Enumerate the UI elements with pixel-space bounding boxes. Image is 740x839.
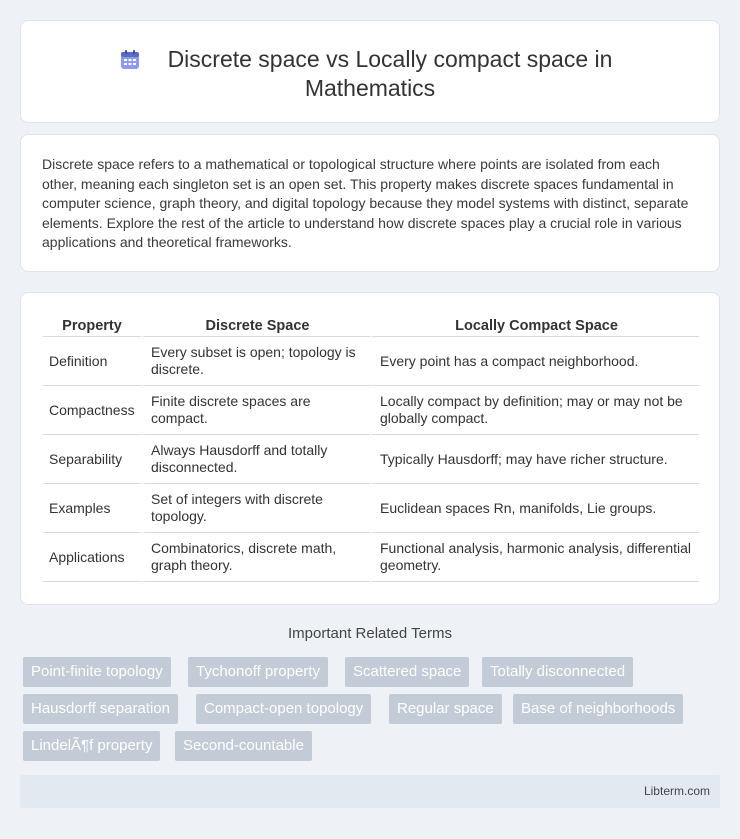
tag-totally-disconnected[interactable]: Totally disconnected — [482, 657, 633, 687]
cell-locally-compact: Locally compact by definition; may or may not be globally compact. — [370, 386, 699, 435]
table-header-row — [43, 315, 699, 337]
cell-locally-compact: Every point has a compact neighborhood. — [370, 337, 699, 386]
cell-discrete: Combinatorics, discrete math, graph theory. — [141, 533, 370, 582]
header-discrete: Discrete Space — [141, 315, 370, 337]
related-terms-title: Important Related Terms — [288, 625, 452, 642]
intro-card — [20, 134, 720, 272]
tag-regular-space[interactable]: Regular space — [389, 694, 502, 724]
footer-site-link[interactable]: Libterm.com — [643, 784, 710, 798]
tag-lindelof-property[interactable]: LindelÃ¶f property — [23, 731, 160, 761]
table-row — [43, 533, 699, 582]
intro-paragraph: Discrete space refers to a mathematical or topological structure where points are isolated from each other, meaning each singleton set is an open set. This property makes discrete spaces fundamental in computer science, graph theory, and digital topology because they model systems with distinct, separate elements. Explore the rest of the article to understand how discrete spaces play a crucial role in various applications and theoretical frameworks. — [42, 156, 689, 250]
tag-second-countable[interactable]: Second-countable — [175, 731, 312, 761]
tag-scattered-space[interactable]: Scattered space — [345, 657, 469, 687]
table-row — [43, 435, 699, 484]
table-row — [43, 337, 699, 386]
cell-property: Applications — [43, 533, 141, 582]
cell-locally-compact: Typically Hausdorff; may have richer structure. — [370, 435, 699, 484]
cell-property: Separability — [43, 435, 141, 484]
cell-discrete: Every subset is open; topology is discrete. — [141, 337, 370, 386]
cell-locally-compact: Functional analysis, harmonic analysis, differential geometry. — [370, 533, 699, 582]
cell-locally-compact: Euclidean spaces Rn, manifolds, Lie groups. — [370, 484, 699, 533]
tag-base-of-neighborhoods[interactable]: Base of neighborhoods — [513, 694, 683, 724]
cell-discrete: Finite discrete spaces are compact. — [141, 386, 370, 435]
tag-compact-open-topology[interactable]: Compact-open topology — [196, 694, 371, 724]
comparison-table — [43, 315, 699, 582]
header-property: Property — [43, 315, 141, 337]
page-title — [21, 45, 719, 103]
tag-hausdorff-separation[interactable]: Hausdorff separation — [23, 694, 178, 724]
cell-discrete: Set of integers with discrete topology. — [141, 484, 370, 533]
page-title-line1: Discrete space vs Locally compact space in — [167, 46, 613, 72]
comparison-card — [20, 292, 720, 605]
footer — [20, 775, 720, 808]
tag-tychonoff-property[interactable]: Tychonoff property — [188, 657, 328, 687]
cell-property: Compactness — [43, 386, 141, 435]
cell-property: Examples — [43, 484, 141, 533]
page-title-line2: Mathematics — [304, 75, 436, 101]
tag-point-finite-topology[interactable]: Point-finite topology — [23, 657, 171, 687]
cell-property: Definition — [43, 337, 141, 386]
table-row — [43, 386, 699, 435]
header-locally-compact: Locally Compact Space — [370, 315, 699, 337]
table-row — [43, 484, 699, 533]
title-card — [20, 20, 720, 123]
cell-discrete: Always Hausdorff and totally disconnected. — [141, 435, 370, 484]
